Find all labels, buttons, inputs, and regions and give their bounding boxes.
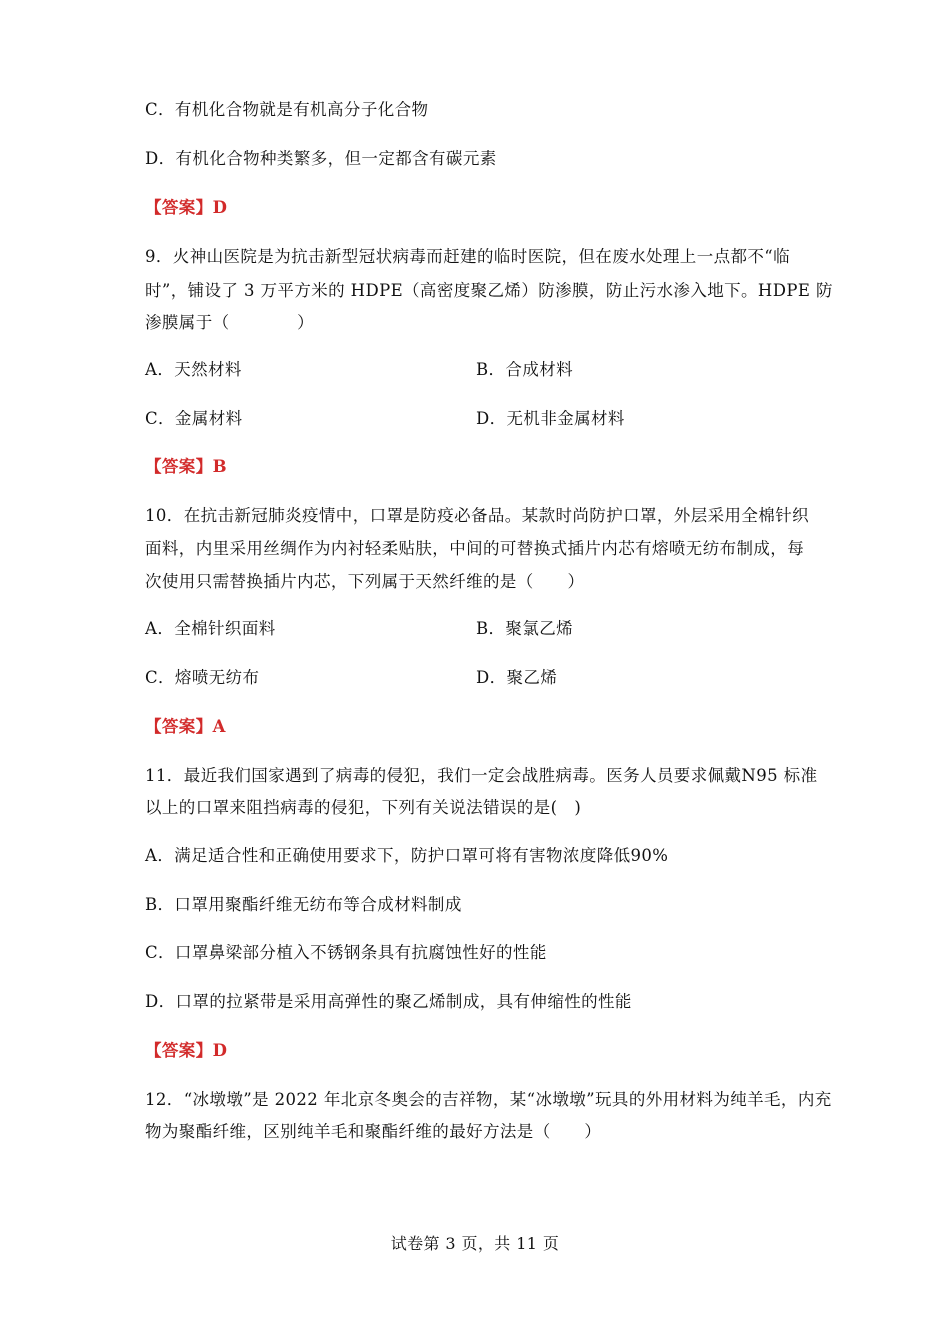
q9-stem-line-1: 9．火神山医院是为抗击新型冠状病毒而赶建的临时医院，但在废水处理上一点都不“临 — [145, 247, 791, 266]
answer-label: 【答案】 — [145, 1041, 213, 1060]
q11-stem-line-1: 11．最近我们国家遇到了病毒的侵犯，我们一定会战胜病毒。医务人员要求佩戴N95 标准 — [145, 766, 818, 785]
q9-option-a: A．天然材料 — [145, 360, 242, 379]
q10-stem-line-1: 10．在抗击新冠肺炎疫情中，口罩是防疫必备品。某款时尚防护口罩，外层采用全棉针织 — [145, 506, 809, 525]
answer-value: D — [212, 198, 228, 217]
q8-option-c: C．有机化合物就是有机高分子化合物 — [145, 100, 429, 119]
q11-option-c: C．口罩鼻梁部分植入不锈钢条具有抗腐蚀性好的性能 — [145, 943, 547, 962]
q8-answer — [145, 197, 227, 219]
q9-stem-line-2: 时”，铺设了 3 万平方米的 HDPE（高密度聚乙烯）防渗膜，防止污水渗入地下。HDPE 防 — [145, 281, 833, 300]
q10-option-b: B．聚氯乙烯 — [476, 619, 574, 638]
q12-stem-line-2: 物为聚酯纤维，区别纯羊毛和聚酯纤维的最好方法是（ ） — [145, 1122, 602, 1141]
answer-value: A — [212, 717, 226, 736]
q11-stem-line-2: 以上的口罩来阻挡病毒的侵犯，下列有关说法错误的是( ) — [145, 798, 582, 817]
q11-option-b: B．口罩用聚酯纤维无纺布等合成材料制成 — [145, 895, 462, 914]
q11-answer — [145, 1040, 227, 1062]
q8-option-d: D．有机化合物种类繁多，但一定都含有碳元素 — [145, 149, 497, 168]
q9-option-d: D．无机非金属材料 — [476, 409, 625, 428]
q11-option-d: D．口罩的拉紧带是采用高弹性的聚乙烯制成，具有伸缩性的性能 — [145, 992, 632, 1011]
q10-answer — [145, 716, 226, 738]
answer-value: B — [212, 457, 227, 476]
answer-label: 【答案】 — [145, 198, 213, 217]
answer-label: 【答案】 — [145, 717, 213, 736]
q10-option-c: C．熔喷无纺布 — [145, 668, 260, 687]
q10-option-d: D．聚乙烯 — [476, 668, 558, 687]
q9-stem-line-3: 渗膜属于（ ） — [145, 313, 314, 332]
q10-stem-line-3: 次使用只需替换插片内芯，下列属于天然纤维的是（ ） — [145, 572, 585, 591]
q12-stem-line-1: 12．“冰墩墩”是 2022 年北京冬奥会的吉祥物，某“冰墩墩”玩具的外用材料为纯羊毛，内充 — [145, 1090, 832, 1109]
q9-option-b: B．合成材料 — [476, 360, 574, 379]
q11-option-a: A．满足适合性和正确使用要求下，防护口罩可将有害物浓度降低90% — [145, 846, 669, 865]
q10-stem-line-2: 面料，内里采用丝绸作为内衬轻柔贴肤，中间的可替换式插片内芯有熔喷无纺布制成，每 — [145, 539, 805, 558]
page-footer: 试卷第 3 页，共 11 页 — [390, 1234, 560, 1253]
answer-label: 【答案】 — [145, 457, 213, 476]
q9-answer — [145, 456, 227, 478]
q10-option-a: A．全棉针织面料 — [145, 619, 276, 638]
q9-option-c: C．金属材料 — [145, 409, 243, 428]
answer-value: D — [212, 1041, 228, 1060]
